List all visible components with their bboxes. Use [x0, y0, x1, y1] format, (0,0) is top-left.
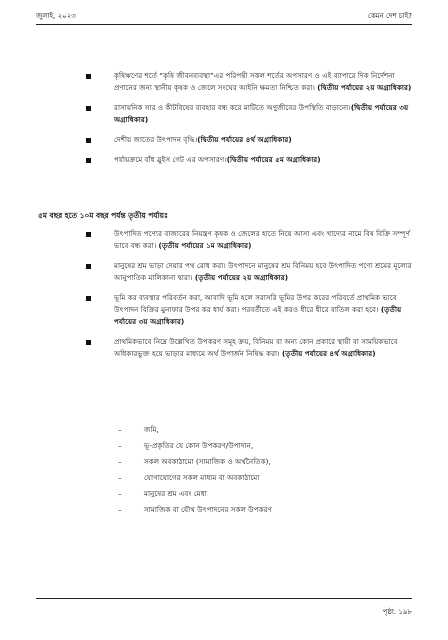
bullet-priority: (দ্বিতীয় পর্যায়ের ৫ম অগ্রাধিকার) — [226, 155, 321, 164]
bullet-square-icon — [86, 138, 91, 143]
bullet-square-icon — [86, 340, 91, 345]
bullet-text: রাসায়নিক সার ও কীটবিষের ব্যবহার বন্ধ করে মাটিতে অণুজীবের উপস্থিতি বাড়ানো। — [114, 103, 351, 112]
dash-list — [118, 422, 378, 518]
dash-marker: – — [118, 457, 122, 466]
bullet-priority: (তৃতীয় পর্যায়ের ১ম অগ্রাধিকার) — [158, 241, 252, 250]
bullet-text: ভূমি কর ব্যবস্থার পরিবর্তন করা, আবাদি ভূমি হলে সরাসরি ভূমির উপর করের পরিবর্তে প্রাথমিক ভাবে উৎপাদন বিক্রির মুনাফার উপর কর ধার্য করা। পরবর্তীতে এই করও ধীরে ধীরে বাতিল করা হবে। — [114, 293, 397, 314]
bullet-square-icon — [86, 264, 91, 269]
dash-list-item — [118, 470, 378, 486]
bullet-text: প্রাথমিকভাবে নিম্নে উল্লেখিত উপকরণ সমূহ ক্রয়, বিনিময় বা অন্য কোন প্রকারে স্থায়ী বা সাময়িকভাবে অধিকারভুক্ত হয়ে ভাড়ার মাধ্যমে অর্থ উপার্জন নিষিদ্ধ করা। — [114, 337, 398, 358]
bullet-priority: (দ্বিতীয় পর্যায়ের ৪র্থ অগ্রাধিকার) — [197, 135, 292, 144]
dash-list-item — [118, 486, 378, 502]
bullet-priority: (দ্বিতীয় পর্যায়ের ৩য় অগ্রাধিকার) — [114, 103, 409, 124]
bullet-priority: (তৃতীয় পর্যায়ের ২য় অগ্রাধিকার) — [194, 273, 289, 282]
dash-item-text: যোগাযোগের সকল মাধ্যম বা অবকাঠামো — [144, 473, 260, 482]
dash-item-text: সামাজিক বা যৌথ উৎপাদনের সকল উপকরণ — [144, 505, 272, 514]
dash-list-item — [118, 438, 378, 454]
footer-divider — [36, 598, 412, 599]
bullet-priority: (তৃতীয় পর্যায়ের ৪র্থ অগ্রাধিকার) — [282, 349, 376, 358]
bullet-text: মানুষের শ্রম ভাড়া দেয়ার পথ রোধ করা। উৎপাদনে মানুষের শ্রম বিনিময় হবে উৎপাদিত পণ্যে শ্রমের মূল্যের আনুপাতিক মালিকানা দ্বারা। — [114, 261, 412, 282]
bullet-list-top — [86, 70, 416, 174]
bullet-item — [86, 292, 416, 328]
bullet-item — [86, 102, 416, 126]
bullet-text: পর্যায়ক্রমে বাঁধ স্লুইস গেট এর অপসারণ। — [114, 155, 227, 164]
dash-marker: – — [118, 505, 122, 514]
bullet-text: দেশীয় জাতের উৎপাদন বৃদ্ধি। — [114, 135, 198, 144]
bullet-square-icon — [86, 74, 91, 79]
bullet-square-icon — [86, 158, 91, 163]
dash-marker: – — [118, 489, 122, 498]
bullet-text: কৃষিঋণের শর্তে “কৃষি জীবনব্যবস্থা”এর পরিপন্থী সকল শর্তের অপসারণ ও এই ব্যাপারে দিক নির্দেশনা প্রণানের জন্য স্থানীয় কৃষক ও জেলে সংঘের আইনি ক্ষমতা নিশ্চিত করা। — [114, 71, 395, 92]
page-header — [36, 10, 412, 24]
bullet-item — [86, 134, 416, 146]
section-heading: ৫ম বছর হতে ১০ম বছর পর্যন্ত তৃতীয় পর্যায়ঃ — [38, 211, 168, 220]
bullet-square-icon — [86, 106, 91, 111]
bullet-list-bottom — [86, 228, 416, 368]
bullet-item — [86, 260, 416, 284]
dash-list-item — [118, 454, 378, 470]
dash-list-item — [118, 502, 378, 518]
bullet-text: উৎপাদিত পণ্যের বাজারের নিয়ন্ত্রণ কৃষক ও জেলের হাতে নিয়ে আসা এবং খাদ্যের নামে বিষ বিক্রি সম্পূর্ণ ভাবে বন্ধ করা। — [114, 229, 410, 250]
dash-item-text: মানুষের শ্রম এবং মেধা — [144, 489, 207, 498]
bullet-square-icon — [86, 232, 91, 237]
dash-marker: – — [118, 473, 122, 482]
dash-item-text: জমি, — [144, 425, 159, 434]
bullet-item — [86, 228, 416, 252]
page-number: পৃষ্ঠা. ১৯৮ — [382, 608, 412, 616]
header-divider — [36, 24, 412, 25]
dash-marker: – — [118, 441, 122, 450]
dash-item-text: সকল অবকাঠামো (সামাজিক ও অর্থনৈতিক), — [144, 457, 271, 466]
bullet-square-icon — [86, 296, 91, 301]
header-title: কেমন দেশ চাই? — [367, 12, 412, 20]
bullet-item — [86, 336, 416, 360]
dash-marker: – — [118, 425, 122, 434]
bullet-priority: (দ্বিতীয় পর্যায়ের ২য় অগ্রাধিকার) — [317, 83, 412, 92]
dash-item-text: ভূ-প্রকৃতির যে কোন উপকরণ/উপাদান, — [144, 441, 254, 450]
header-date: জুলাই, ২০২৩ — [36, 12, 76, 20]
bullet-priority: (তৃতীয় পর্যায়ের ৩য় অগ্রাধিকার) — [114, 305, 402, 326]
bullet-item — [86, 70, 416, 94]
dash-list-item — [118, 422, 378, 438]
bullet-item — [86, 154, 416, 166]
